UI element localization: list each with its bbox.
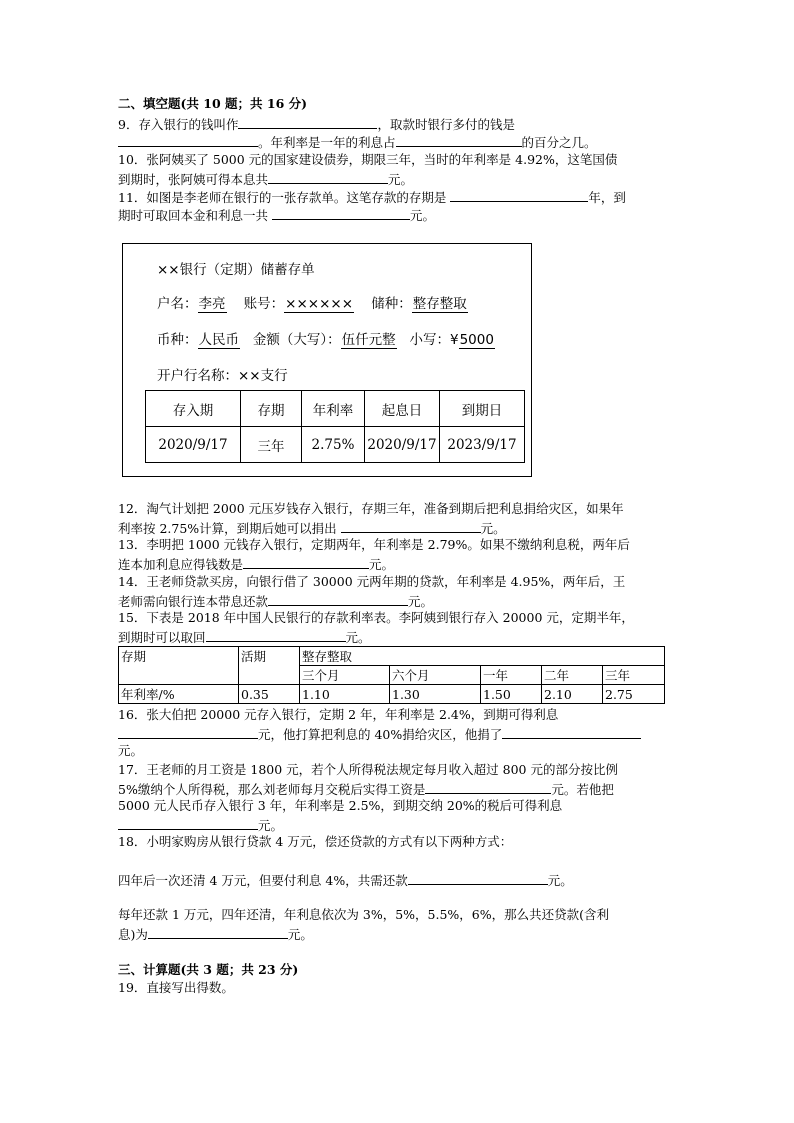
question-17-line2: 5%缴纳个人所得税，那么刘老师每月交税后实得工资是 元。若他把 xyxy=(118,779,614,797)
rate-value-cell: 2.10 xyxy=(542,685,603,704)
q9-blank-3[interactable] xyxy=(396,132,522,147)
question-10-line1: 10．张阿姨买了 5000 元的国家建设债券，期限三年，当时的年利率是 4.92%，这笔国债 xyxy=(118,152,618,167)
question-16-line2: 元，他打算把利息的 40%捐给灾区，他捐了 xyxy=(118,724,641,742)
q18-blank-1[interactable] xyxy=(408,870,548,885)
slip-value-cell: 2023/9/17 xyxy=(440,427,525,463)
slip-header-cell: 存期 xyxy=(241,391,302,427)
q11-blank-1[interactable] xyxy=(450,187,588,202)
rate-table xyxy=(118,646,665,704)
slip-value-cell: 2020/9/17 xyxy=(146,427,241,463)
q11-blank-2[interactable] xyxy=(272,205,410,220)
slip-currency: 人民币 xyxy=(198,332,239,348)
question-17-line1: 17．王老师的月工资是 1800 元，若个人所得税法规定每月收入超过 800 元的部分按比例 xyxy=(118,762,618,777)
section2-title: 二、填空题(共 10 题；共 16 分) xyxy=(118,96,308,111)
slip-value-cell: 2020/9/17 xyxy=(365,427,440,463)
q16-blank-2[interactable] xyxy=(502,724,641,739)
question-13-line2: 连本加利息应得钱数是 元。 xyxy=(118,554,394,572)
question-19: 19．直接写出得数。 xyxy=(118,980,234,995)
question-18-option1: 四年后一次还清 4 万元，但要付利息 4%，共需还款 元。 xyxy=(118,870,573,888)
slip-amount-words: 伍仟元整 xyxy=(341,332,396,348)
question-14-line1: 14．王老师贷款买房，向银行借了 30000 元两年期的贷款，年利率是 4.95%，两年后，王 xyxy=(118,574,626,589)
rate-demand-cell: 0.35 xyxy=(239,685,300,704)
slip-amount-number: 5000 xyxy=(459,332,494,348)
q14-blank[interactable] xyxy=(268,591,408,606)
rate-term-cell: 二年 xyxy=(542,666,603,685)
question-18-option2-line2: 息)为 元。 xyxy=(118,924,313,942)
q16-blank-1[interactable] xyxy=(118,724,258,739)
question-11-line1: 11．如图是李老师在银行的一张存款单。这笔存款的存期是 年，到 xyxy=(118,187,626,205)
slip-header-cell: 年利率 xyxy=(302,391,365,427)
rate-term-cell: 三年 xyxy=(603,666,665,685)
q9-blank-1[interactable] xyxy=(238,114,377,129)
rate-term-cell: 一年 xyxy=(481,666,542,685)
rate-label-cell: 年利率/% xyxy=(119,685,239,704)
question-16-line1: 16．张大伯把 20000 元存入银行，定期 2 年，年利率是 2.4%，到期可得利息 xyxy=(118,707,559,722)
slip-row-account: 户名：李亮 账号：×××××× 储种：整存整取 xyxy=(157,296,467,312)
slip-row-amount: 币种：人民币 金额（大写）：伍仟元整 小写：¥5000 xyxy=(157,332,494,348)
question-13-line1: 13．李明把 1000 元钱存入银行，定期两年，年利率是 2.79%。如果不缴纳利息税，两年后 xyxy=(118,537,630,552)
question-17-line3: 5000 元人民币存入银行 3 年，年利率是 2.5%，到期交纳 20%的税后可得利息 xyxy=(118,798,563,813)
q17-blank-1[interactable] xyxy=(425,779,551,794)
q15-blank[interactable] xyxy=(206,627,346,642)
rate-value-cell: 1.10 xyxy=(300,685,390,704)
question-16-line3: 元。 xyxy=(118,743,144,758)
question-11-line2: 期时可取回本金和利息一共 元。 xyxy=(118,205,435,223)
question-17-line4: 元。 xyxy=(118,815,283,833)
q9-blank-2[interactable] xyxy=(118,132,258,147)
slip-type: 整存整取 xyxy=(412,296,467,312)
slip-header-cell: 起息日 xyxy=(365,391,440,427)
slip-name: 李亮 xyxy=(198,296,226,312)
q18-blank-2[interactable] xyxy=(148,924,288,939)
slip-branch: 开户行名称：××支行 xyxy=(157,368,288,384)
rate-term-cell: 六个月 xyxy=(390,666,481,685)
question-14-line2: 老师需向银行连本带息还款 元。 xyxy=(118,591,433,609)
question-12-line2: 利率按 2.75%计算，到期后她可以捐出 元。 xyxy=(118,518,506,536)
question-18-option2-line1: 每年还款 1 万元，四年还清，年利息依次为 3%，5%，5.5%，6%，那么共还贷款(含利 xyxy=(118,907,609,922)
question-9-line2: 。年利率是一年的利息占 的百分之几。 xyxy=(118,132,597,150)
q17-blank-2[interactable] xyxy=(118,815,258,830)
slip-table xyxy=(145,390,525,463)
rate-value-cell: 1.50 xyxy=(481,685,542,704)
slip-header-cell: 存入期 xyxy=(146,391,241,427)
q10-blank[interactable] xyxy=(268,169,388,184)
question-12-line1: 12．淘气计划把 2000 元压岁钱存入银行，存期三年，准备到期后把利息捐给灾区，如果年 xyxy=(118,501,624,516)
rate-value-cell: 1.30 xyxy=(390,685,481,704)
rate-header-fixed: 整存整取 xyxy=(300,647,665,666)
q13-blank[interactable] xyxy=(243,554,369,569)
question-15-line1: 15．下表是 2018 年中国人民银行的存款利率表。李阿姨到银行存入 20000 元，定期半年， xyxy=(118,610,634,625)
rate-term-cell: 三个月 xyxy=(300,666,390,685)
slip-header-cell: 到期日 xyxy=(440,391,525,427)
rate-value-cell: 2.75 xyxy=(603,685,665,704)
slip-value-cell: 2.75% xyxy=(302,427,365,463)
question-9-line1: 9．存入银行的钱叫作 ，取款时银行多付的钱是 xyxy=(118,114,515,132)
question-18-line1: 18．小明家购房从银行贷款 4 万元，偿还贷款的方式有以下两种方式： xyxy=(118,834,513,849)
question-10-line2: 到期时，张阿姨可得本息共 元。 xyxy=(118,169,413,187)
rate-header-period: 存期 xyxy=(119,647,239,685)
deposit-slip xyxy=(122,243,532,477)
section3-title: 三、计算题(共 3 题；共 23 分) xyxy=(118,962,299,977)
slip-account: ×××××× xyxy=(285,296,354,312)
slip-title: ××银行（定期）储蓄存单 xyxy=(157,262,315,278)
question-15-line2: 到期时可以取回 元。 xyxy=(118,627,371,645)
rate-header-demand: 活期 xyxy=(239,647,300,685)
slip-value-cell: 三年 xyxy=(241,427,302,463)
q12-blank[interactable] xyxy=(341,518,481,533)
